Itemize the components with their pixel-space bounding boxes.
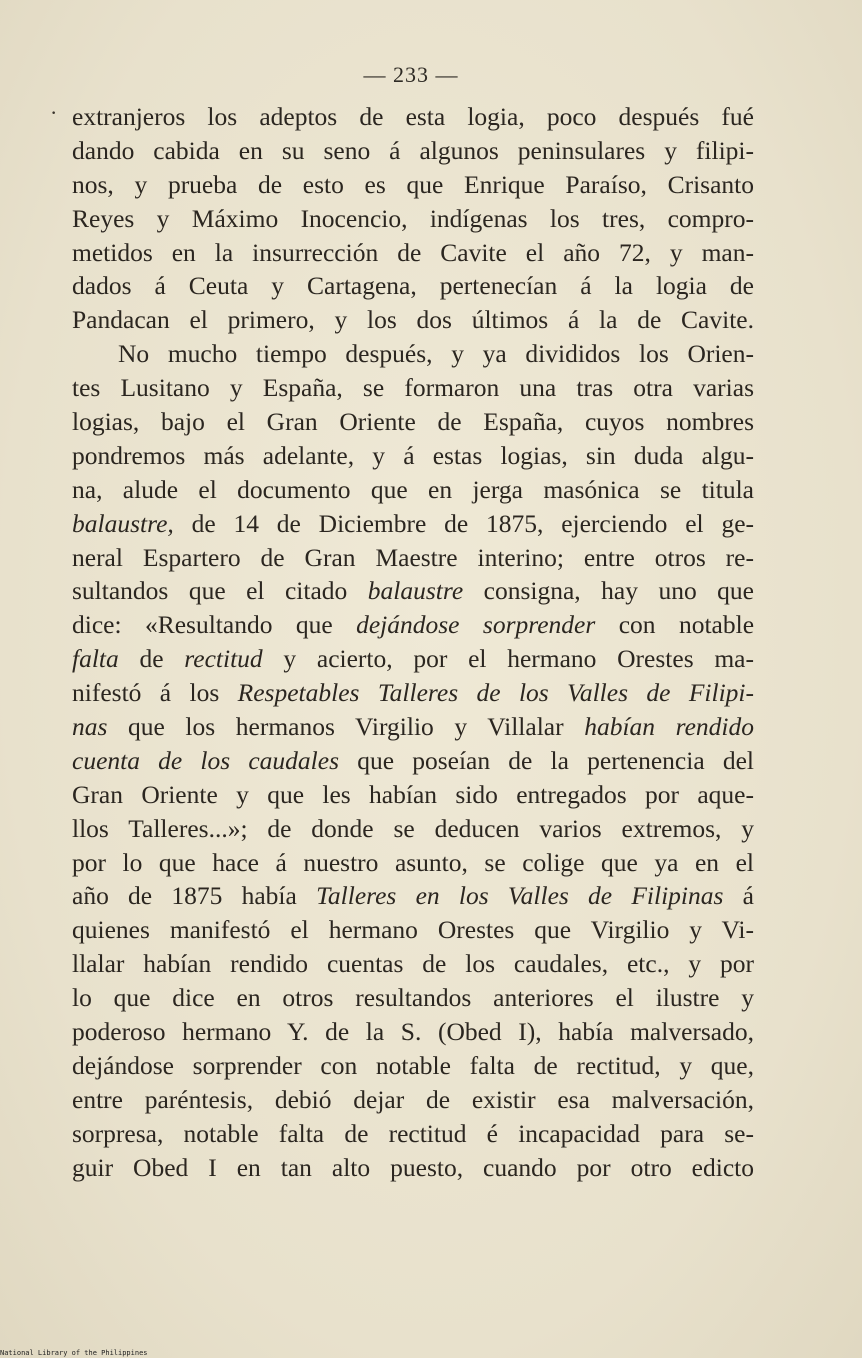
italic-run: dejándose sorprender xyxy=(356,610,596,640)
text-run: año de 1875 había xyxy=(72,881,317,911)
text-line xyxy=(72,676,754,710)
text-line xyxy=(72,236,754,270)
text-line xyxy=(72,202,754,236)
text-line xyxy=(72,168,754,202)
text-line xyxy=(72,100,754,134)
text-run: dejándose sorprender con notable falta de rectitud, y que, xyxy=(72,1050,754,1080)
page-number: — 233 — xyxy=(363,62,459,87)
text-line xyxy=(72,710,754,744)
text-run: logias, bajo el Gran Oriente de España, cuyos nombres xyxy=(72,407,754,437)
italic-run: Respetables Talleres de los Valles de Filipi- xyxy=(237,678,755,708)
text-line xyxy=(72,642,754,676)
text-run: sultandos que el citado xyxy=(72,576,368,606)
text-run: Gran Oriente y que les habían sido entregados por aque- xyxy=(72,779,754,809)
text-line xyxy=(72,981,754,1015)
text-line xyxy=(72,1117,754,1151)
text-line xyxy=(72,1049,754,1083)
text-run: lo que dice en otros resultandos anteriores el ilustre y xyxy=(72,983,754,1013)
text-run: poderoso hermano Y. de la S. (Obed I), había malversado, xyxy=(72,1017,754,1047)
text-line xyxy=(72,371,754,405)
text-run: guir Obed I en tan alto puesto, cuando por otro edicto xyxy=(72,1152,754,1182)
text-run: tes Lusitano y España, se formaron una tras otra varias xyxy=(72,373,754,403)
text-run: quienes manifestó el hermano Orestes que Virgilio y Vi- xyxy=(72,915,754,945)
text-run: neral Espartero de Gran Maestre interino; entre otros re- xyxy=(72,542,754,572)
text-run: dados á Ceuta y Cartagena, pertenecían á la logia de xyxy=(72,271,754,301)
text-run: consigna, hay uno que xyxy=(463,576,754,606)
italic-run: balaustre, xyxy=(72,508,174,538)
text-run: metidos en la insurrección de Cavite el año 72, y man- xyxy=(72,237,754,267)
italic-run: balaustre xyxy=(367,576,464,606)
body-text xyxy=(72,100,754,1185)
text-line xyxy=(72,846,754,880)
text-line xyxy=(72,473,754,507)
text-run: por lo que hace á nuestro asunto, se colige que ya en el xyxy=(72,847,754,877)
text-line xyxy=(72,303,754,337)
text-run: extranjeros los adeptos de esta logia, poco después fué xyxy=(72,102,754,131)
italic-run: rectitud xyxy=(184,644,263,674)
text-run: dice: «Resultando que xyxy=(72,610,357,640)
text-run: pondremos más adelante, y á estas logias, sin duda algu- xyxy=(72,440,754,470)
text-run: sorpresa, notable falta de rectitud é incapacidad para se- xyxy=(72,1118,754,1148)
italic-run: falta xyxy=(72,644,119,674)
text-run: Reyes y Máximo Inocencio, indígenas los tres, compro- xyxy=(72,203,754,233)
italic-run: nas xyxy=(72,712,108,742)
text-line xyxy=(72,913,754,947)
text-run: y acierto, por el hermano Orestes ma- xyxy=(262,644,754,674)
text-run: No mucho tiempo después, y ya divididos los Orien- xyxy=(118,339,754,369)
text-line xyxy=(72,1015,754,1049)
text-line xyxy=(72,812,754,846)
text-run: Pandacan el primero, y los dos últimos á la de Cavite. xyxy=(72,305,754,335)
text-line xyxy=(72,405,754,439)
text-line xyxy=(72,574,754,608)
text-run: entre paréntesis, debió dejar de existir esa malversación, xyxy=(72,1084,754,1114)
text-line xyxy=(72,608,754,642)
text-line xyxy=(72,507,754,541)
italic-run: habían rendido xyxy=(584,712,754,742)
text-line xyxy=(72,269,754,303)
text-line xyxy=(72,744,754,778)
text-run: dando cabida en su seno á algunos peninsulares y filipi- xyxy=(72,135,754,165)
text-run: que los hermanos Virgilio y Villalar xyxy=(107,712,585,742)
stray-mark: · xyxy=(50,100,58,125)
text-run: llos Talleres...»; de donde se deducen varios extremos, y xyxy=(72,813,754,843)
text-line xyxy=(72,778,754,812)
italic-run: Talleres en los Valles de Filipinas xyxy=(316,881,724,911)
text-run: na, alude el documento que en jerga masónica se titula xyxy=(72,474,754,504)
text-line xyxy=(72,1083,754,1117)
text-line xyxy=(72,439,754,473)
text-run: que poseían de la pertenencia del xyxy=(339,745,754,775)
text-run: á xyxy=(723,881,754,911)
text-run: nos, y prueba de esto es que Enrique Paraíso, Crisanto xyxy=(72,169,754,199)
text-run: de 14 de Diciembre de 1875, ejerciendo el ge- xyxy=(173,508,754,538)
italic-run: cuenta de los caudales xyxy=(72,745,340,775)
text-line xyxy=(72,1151,754,1185)
text-run: con notable xyxy=(595,610,755,640)
text-line xyxy=(72,337,754,371)
text-run: llalar habían rendido cuentas de los caudales, etc., y por xyxy=(72,949,754,979)
text-run: nifestó á los xyxy=(72,678,238,708)
text-line xyxy=(72,541,754,575)
text-line xyxy=(72,134,754,168)
text-run: de xyxy=(118,644,185,674)
text-line xyxy=(72,879,754,913)
library-footer: National Library of the Philippines xyxy=(0,1349,148,1357)
text-line xyxy=(72,947,754,981)
